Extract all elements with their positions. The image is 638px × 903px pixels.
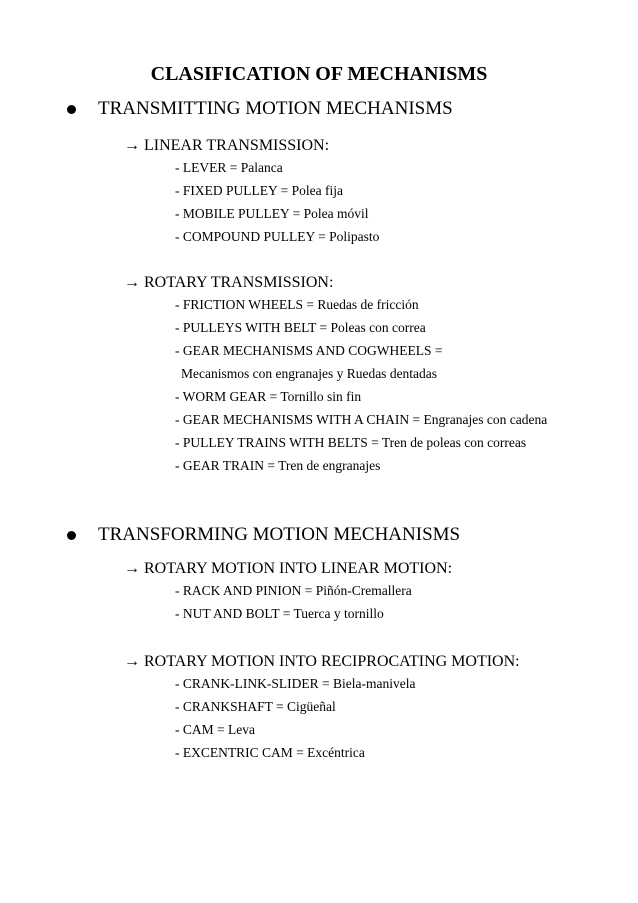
- section-heading-transmitting: TRANSMITTING MOTION MECHANISMS: [98, 98, 453, 119]
- list-item: - WORM GEAR = Tornillo sin fin: [175, 389, 362, 404]
- subheading-linear-transmission: → LINEAR TRANSMISSION:: [124, 137, 330, 154]
- list-item: - GEAR MECHANISMS AND COGWHEELS =: [175, 343, 443, 358]
- list-item: - NUT AND BOLT = Tuerca y tornillo: [175, 606, 384, 621]
- list-item: - CRANKSHAFT = Cigüeñal: [175, 699, 336, 714]
- list-item: - COMPOUND PULLEY = Polipasto: [175, 229, 380, 244]
- list-item: Mecanismos con engranajes y Ruedas dentadas: [181, 366, 438, 381]
- list-item: - RACK AND PINION = Piñón-Cremallera: [175, 583, 412, 598]
- list-item: - GEAR MECHANISMS WITH A CHAIN = Engranajes con cadena: [175, 412, 548, 427]
- subheading-rotary-transmission: → ROTARY TRANSMISSION:: [124, 274, 334, 291]
- section-heading-transforming: TRANSFORMING MOTION MECHANISMS: [98, 524, 461, 545]
- subheading-rotary-into-reciprocating: → ROTARY MOTION INTO RECIPROCATING MOTION:: [124, 653, 520, 670]
- page-title: CLASIFICATION OF MECHANISMS: [150, 63, 488, 85]
- list-item: - MOBILE PULLEY = Polea móvil: [175, 206, 369, 221]
- bullet-icon: [67, 531, 76, 540]
- list-item: - LEVER = Palanca: [175, 160, 283, 175]
- list-item: - GEAR TRAIN = Tren de engranajes: [175, 458, 381, 473]
- list-item: - FRICTION WHEELS = Ruedas de fricción: [175, 297, 419, 312]
- list-item: - CAM = Leva: [175, 722, 255, 737]
- subheading-rotary-into-linear: → ROTARY MOTION INTO LINEAR MOTION:: [124, 560, 453, 577]
- bullet-icon: [67, 105, 76, 114]
- list-item: - EXCENTRIC CAM = Excéntrica: [175, 745, 365, 760]
- list-item: - FIXED PULLEY = Polea fija: [175, 183, 343, 198]
- list-item: - CRANK-LINK-SLIDER = Biela-manivela: [175, 676, 416, 691]
- list-item: - PULLEYS WITH BELT = Poleas con correa: [175, 320, 426, 335]
- list-item: - PULLEY TRAINS WITH BELTS = Tren de poleas con correas: [175, 435, 527, 450]
